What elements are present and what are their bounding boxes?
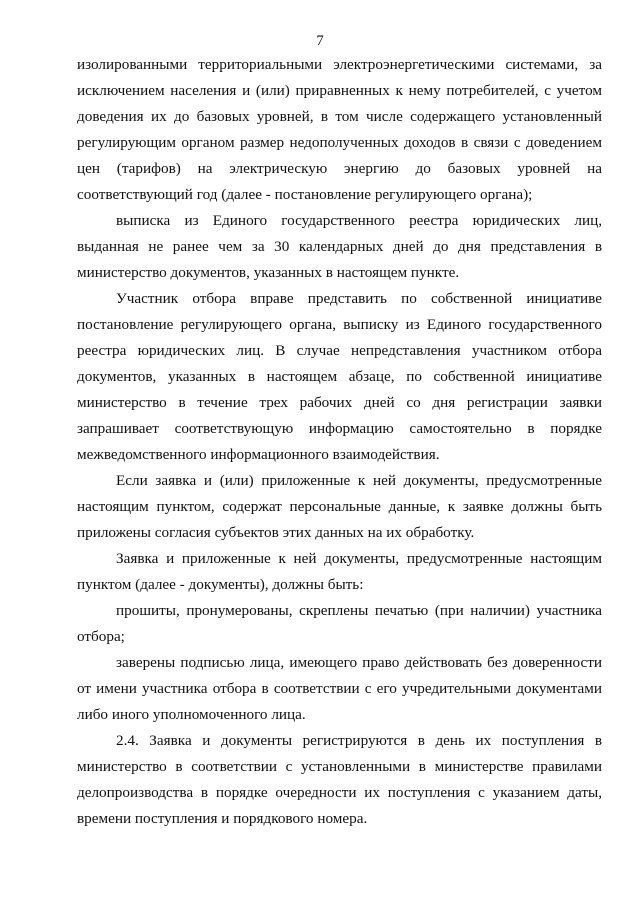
document-body bbox=[77, 52, 602, 832]
paragraph-stitched: прошиты, пронумерованы, скреплены печатью (при наличии) участника отбора; bbox=[77, 602, 602, 645]
paragraph-personal-data: Если заявка и (или) приложенные к ней документы, предусмотренные настоящим пунктом, содержат персональные данные, к заявке должны быть приложены согласия субъектов этих данных на их обработку. bbox=[77, 472, 602, 541]
paragraph-registration: 2.4. Заявка и документы регистрируются в день их поступления в министерство в соответствии с установленными в министерстве правилами делопроизводства в порядке очередности их поступления с указанием даты, времени поступления и порядкового номера. bbox=[77, 732, 602, 827]
paragraph-extract-egrul: выписка из Единого государственного реестра юридических лиц, выданная не ранее чем за 30 календарных дней до дня представления в министерство документов, указанных в настоящем пункте. bbox=[77, 212, 602, 281]
page-number: 7 bbox=[316, 33, 324, 49]
paragraph-certified: заверены подписью лица, имеющего право действовать без доверенности от имени участника отбора в соответствии с его учредительными документами либо иного уполномоченного лица. bbox=[77, 654, 602, 723]
paragraph-own-initiative: Участник отбора вправе представить по собственной инициативе постановление регулирующего органа, выписку из Единого государственного реестра юридических лиц. В случае непредставления участником отбора документов, указанных в настоящем абзаце, по собственной инициативе министерство в течение трех рабочих дней со дня регистрации заявки запрашивает соответствующую информацию самостоятельно в порядке межведомственного информационного взаимодействия. bbox=[77, 290, 602, 463]
paragraph-documents-requirements: Заявка и приложенные к ней документы, предусмотренные настоящим пунктом (далее - документы), должны быть: bbox=[77, 550, 602, 593]
paragraph-continuation: изолированными территориальными электроэнергетическими системами, за исключением населения и (или) приравненных к нему потребителей, с учетом доведения их до базовых уровней, в том числе содержащего установленный регулирующим органом размер недополученных доходов в связи с доведением цен (тарифов) на электрическую энергию до базовых уровней на соответствующий год (далее - постановление регулирующего органа); bbox=[77, 56, 602, 203]
